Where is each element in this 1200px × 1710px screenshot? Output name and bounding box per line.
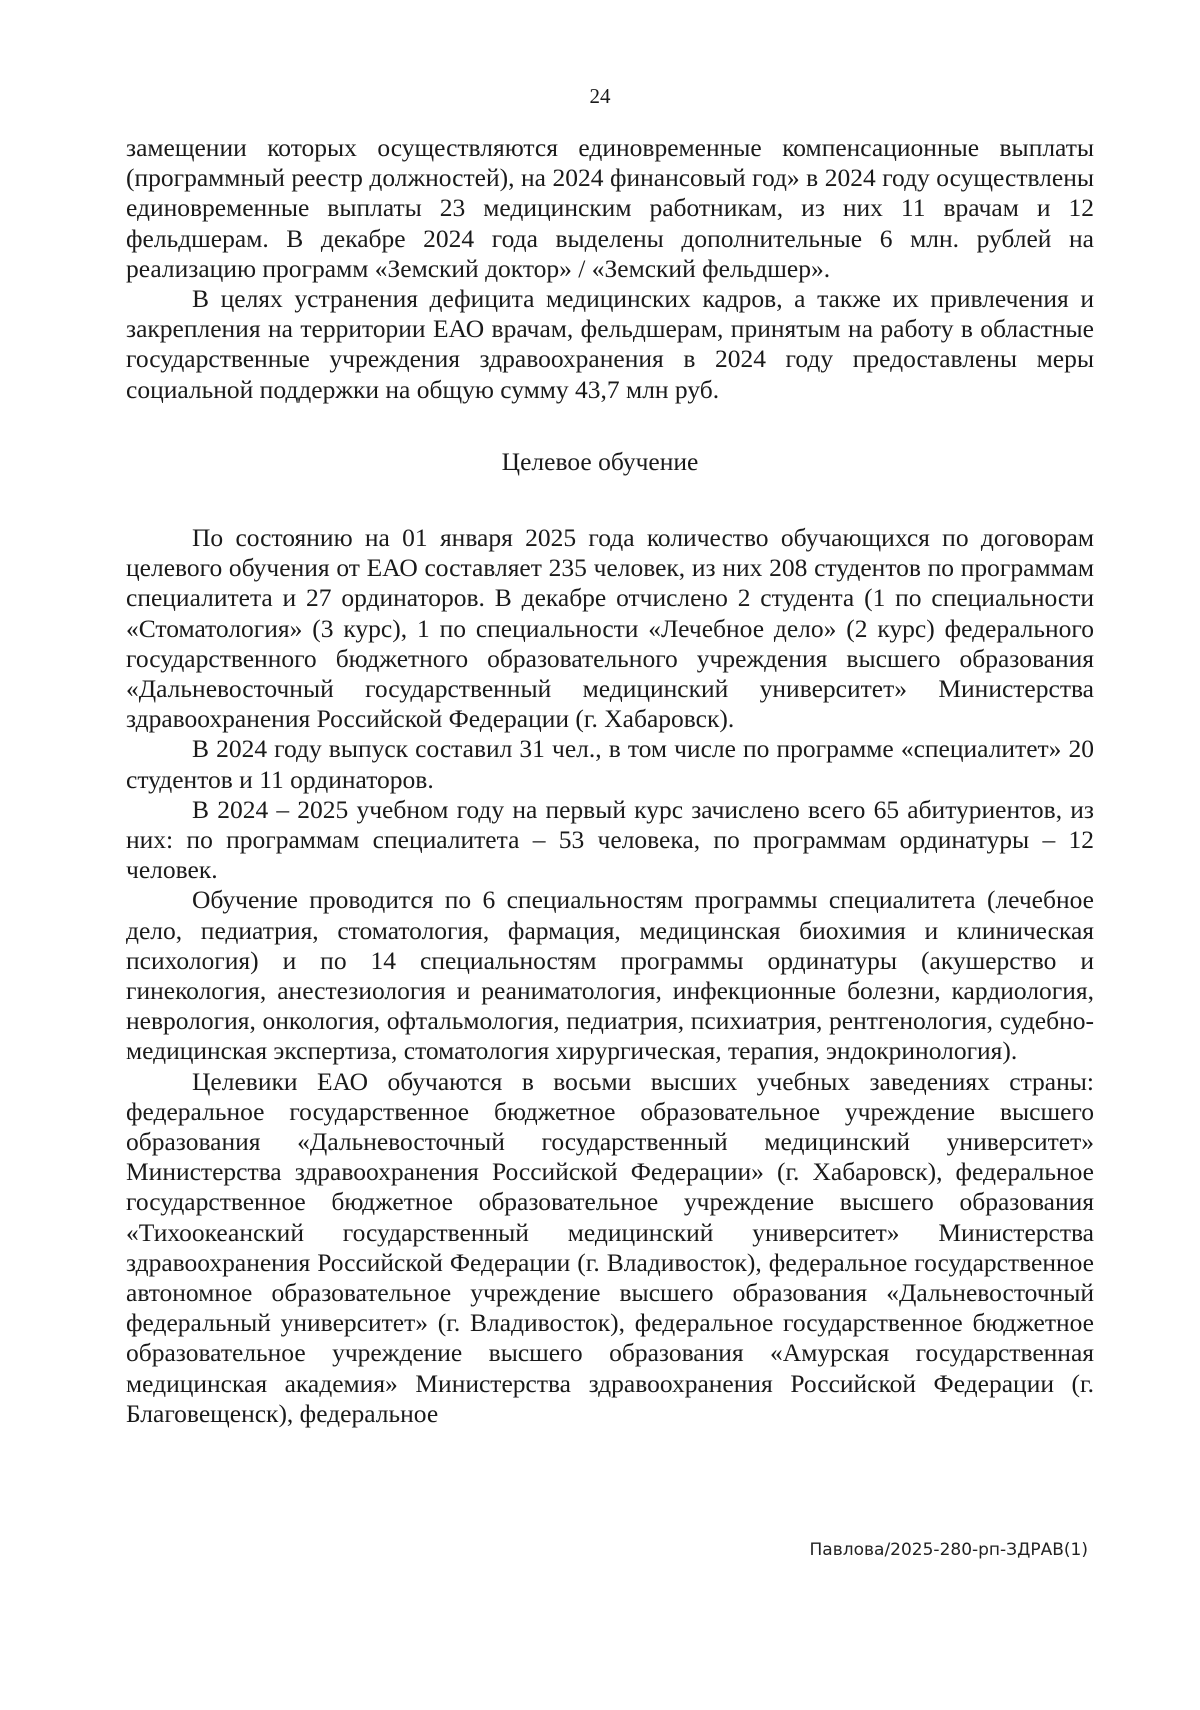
paragraph-continuation: замещении которых осуществляются единовременные компенсационные выплаты (программный реестр должностей), на 2024 финансовый год» в 2024 году осуществлены единовременные выплаты 23 медицинским работникам, из них 11 врачам и 12 фельдшерам. В декабре 2024 года выделены дополнительные 6 млн. рублей на реализацию программ «Земский доктор» / «Земский фельдшер». — [126, 133, 1094, 283]
paragraph-students-count: По состоянию на 01 января 2025 года количество обучающихся по договорам целевого обучения от ЕАО составляет 235 человек, из них 208 студентов по программам специалитета и 27 ординаторов. В декабре отчислено 2 студента (1 по специальности «Стоматология» (3 курс), 1 по специальности «Лечебное дело» (2 курс) федерального государственного бюджетного образовательного учреждения высшего образования «Дальневосточный государственный медицинский университет» Министерства здравоохранения Российской Федерации (г. Хабаровск). — [126, 523, 1094, 734]
section-heading: Целевое обучение — [501, 447, 699, 476]
paragraph-specialties: Обучение проводится по 6 специальностям программы специалитета (лечебное дело, педиатрия, стоматология, фармация, медицинская биохимия и клиническая психология) и по 14 специальностям программы ординатуры (акушерство и гинекология, анестезиология и реаниматология, инфекционные болезни, кардиология, неврология, онкология, офтальмология, педиатрия, психиатрия, рентгенология, судебно-медицинская экспертиза, стоматология хирургическая, терапия, эндокринология). — [126, 885, 1094, 1066]
paragraph-enrollment: В 2024 – 2025 учебном году на первый курс зачислено всего 65 абитуриентов, из них: по программам специалитета – 53 человека, по программам ординатуры – 12 человек. — [126, 794, 1094, 885]
section-1-text — [126, 133, 1094, 405]
section-2-text — [126, 523, 1094, 1429]
document-reference-footer: Павлова/2025-280-рп-ЗДРАВ(1) — [809, 1540, 1088, 1560]
paragraph-social-support: В целях устранения дефицита медицинских кадров, а также их привлечения и закрепления на территории ЕАО врачам, фельдшерам, принятым на работу в областные государственные учреждения здравоохранения в 2024 году предоставлены меры социальной поддержки на общую сумму 43,7 млн руб. — [126, 284, 1094, 404]
page-number: 24 — [589, 84, 611, 108]
paragraph-universities: Целевики ЕАО обучаются в восьми высших учебных заведениях страны: федеральное государственное бюджетное образовательное учреждение высшего образования «Дальневосточный государственный медицинский университет» Министерства здравоохранения Российской Федерации» (г. Хабаровск), федеральное государственное бюджетное образовательное учреждение высшего образования «Тихоокеанский государственный медицинский университет» Министерства здравоохранения Российской Федерации (г. Владивосток), федеральное государственное автономное образовательное учреждение высшего образования «Дальневосточный федеральный университет» (г. Владивосток), федеральное государственное бюджетное образовательное учреждение высшего образования «Амурская государственная медицинская академия» Министерства здравоохранения Российской Федерации (г. Благовещенск), федеральное — [126, 1066, 1094, 1428]
paragraph-graduates: В 2024 году выпуск составил 31 чел., в том числе по программе «специалитет» 20 студентов и 11 ординаторов. — [126, 734, 1094, 794]
